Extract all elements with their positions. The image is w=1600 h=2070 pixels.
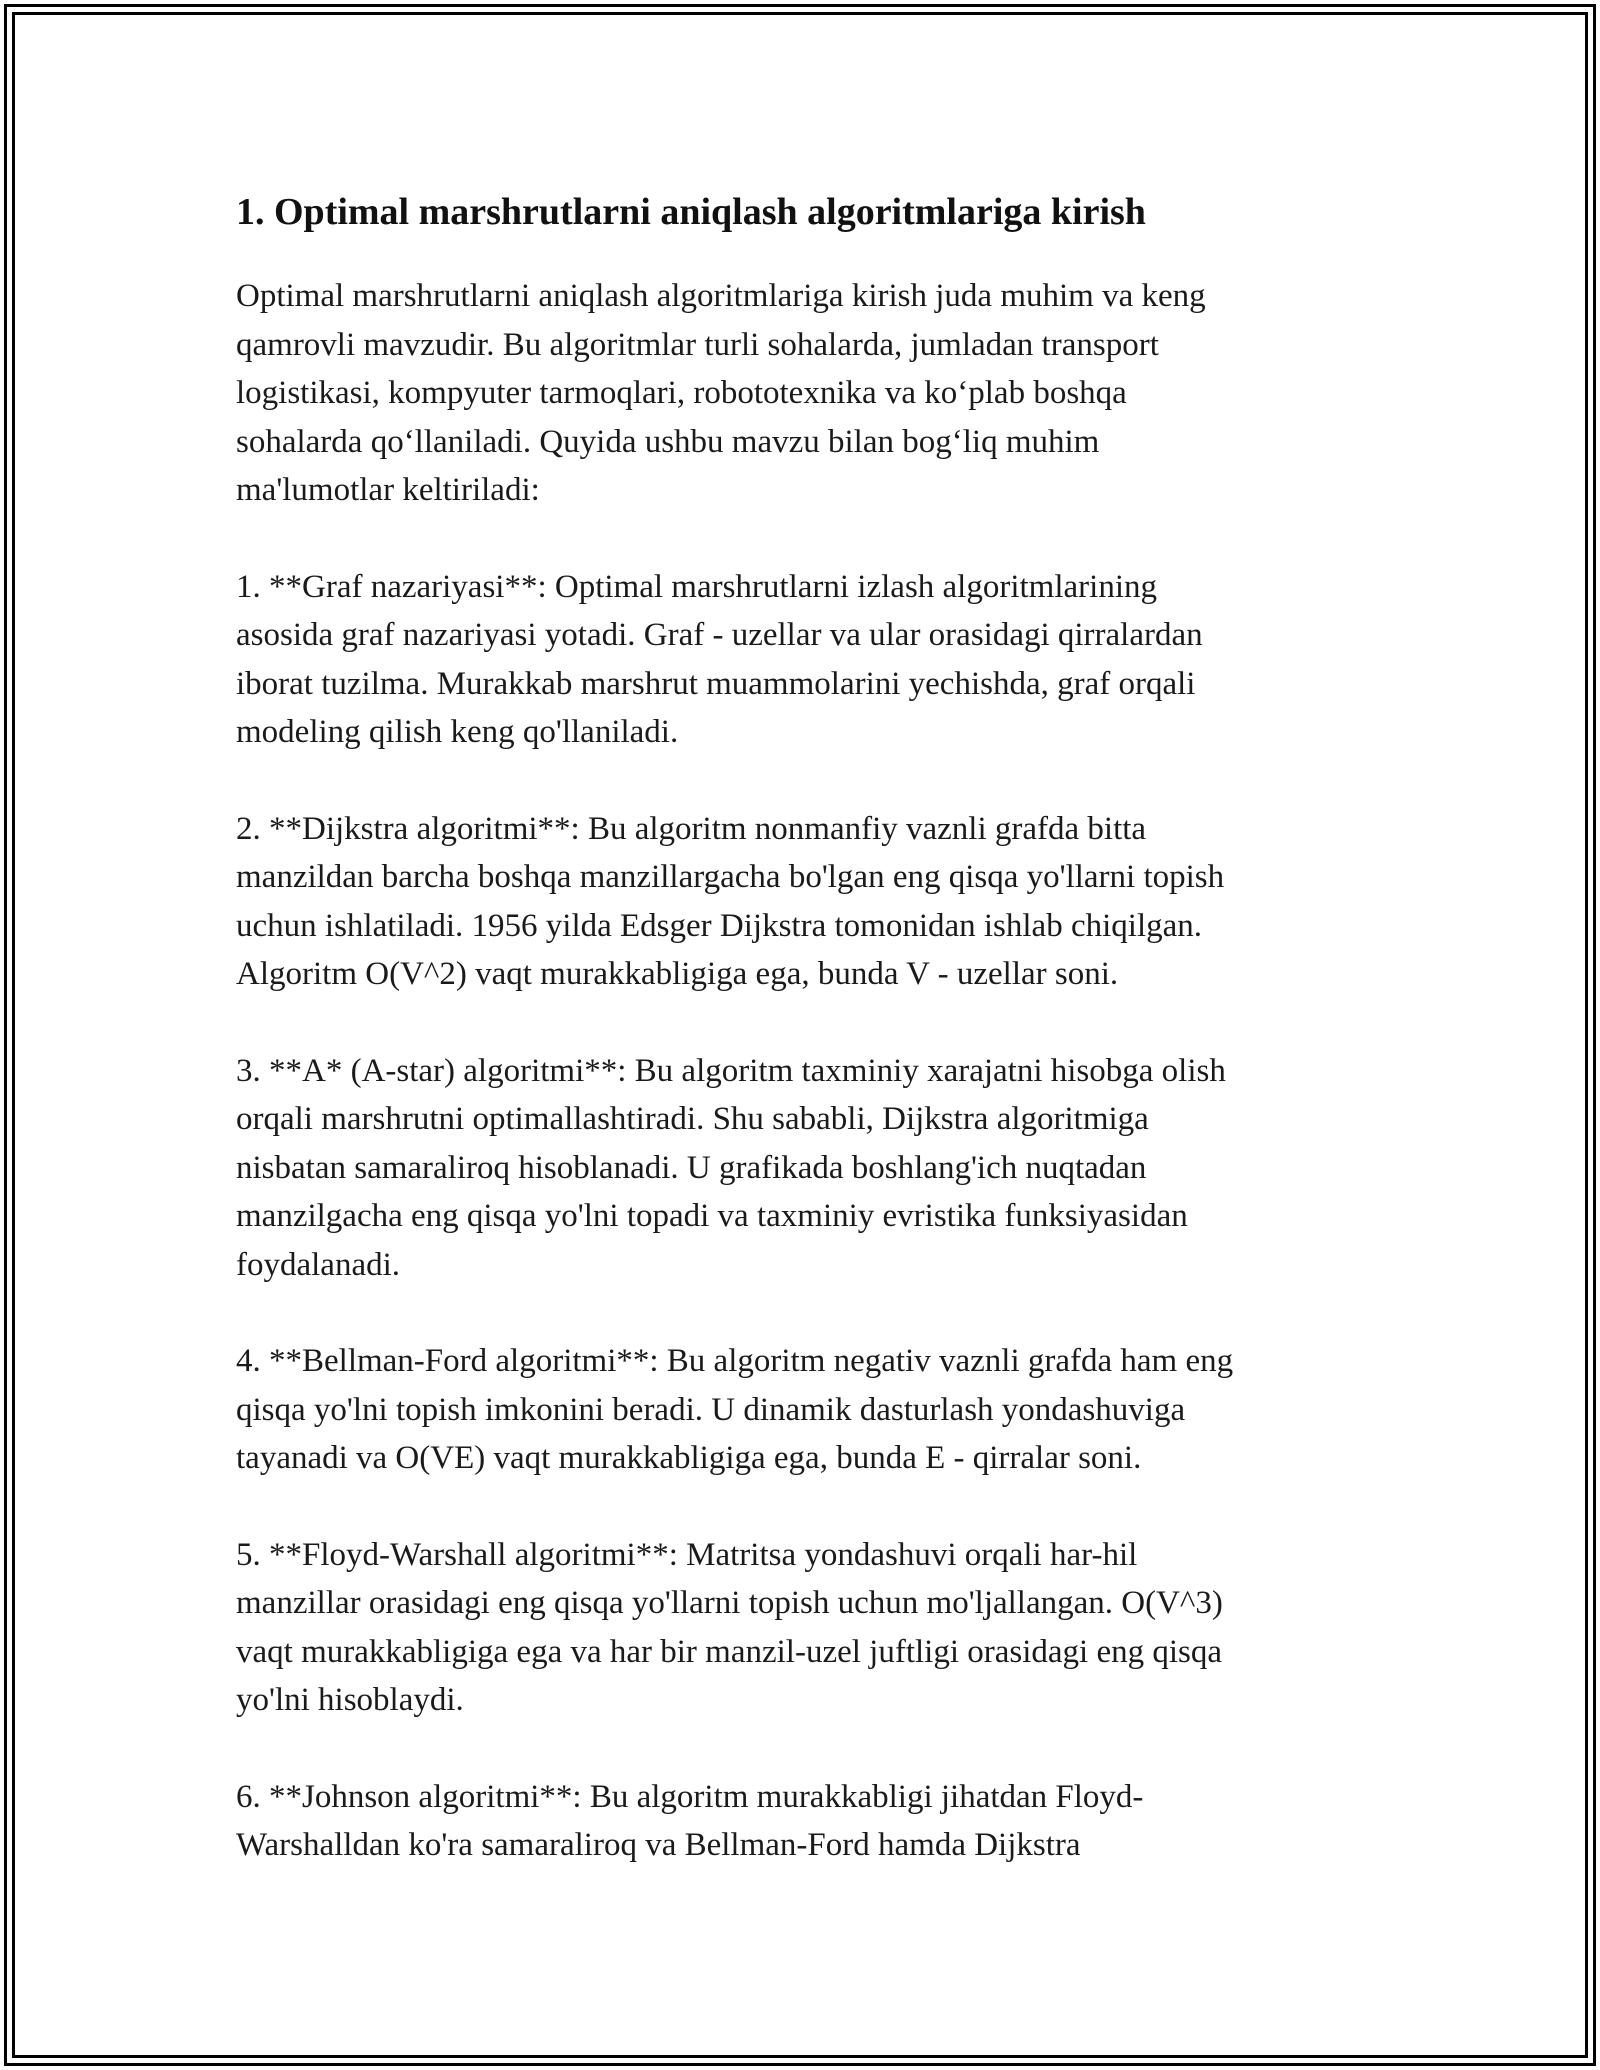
text-line: logistikasi, kompyuter tarmoqlari, robototexnika va ko‘plab boshqa bbox=[236, 375, 1127, 411]
text-line: 5. **Floyd-Warshall algoritmi**: Matritsa yondashuvi orqali har-hil bbox=[236, 1536, 1138, 1573]
text-line: foydalanadi. bbox=[236, 1246, 401, 1283]
text-line: orqali marshrutni optimallashtiradi. Shu sababli, Dijkstra algoritmiga bbox=[236, 1101, 1149, 1137]
text-line: Optimal marshrutlarni aniqlash algoritmlariga kirish juda muhim va keng bbox=[236, 278, 1206, 314]
text-line: 6. **Johnson algoritmi**: Bu algoritm murakkabligi jihatdan Floyd- bbox=[236, 1778, 1144, 1815]
text-line: qisqa yo'lni topish imkonini beradi. U dinamik dasturlash yondashuviga bbox=[236, 1391, 1186, 1428]
text-line: asosida graf nazariyasi yotadi. Graf - uzellar va ular orasidagi qirralardan bbox=[236, 617, 1203, 653]
text-line: 2. **Dijkstra algoritmi**: Bu algoritm nonmanfiy vaznli grafda bitta bbox=[236, 810, 1147, 847]
text-line: 1. **Graf nazariyasi**: Optimal marshrutlarni izlash algoritmlarining bbox=[236, 568, 1157, 605]
text-line: manzildan barcha boshqa manzillargacha bo'lgan eng qisqa yo'llarni topish bbox=[236, 859, 1225, 895]
text-line: manzilgacha eng qisqa yo'lni topadi va taxminiy evristika funksiyasidan bbox=[236, 1198, 1188, 1234]
text-line: 3. **A* (A-star) algoritmi**: Bu algoritm taxminiy xarajatni hisobga olish bbox=[236, 1052, 1226, 1089]
document-body bbox=[236, 186, 1356, 1918]
document-title: 1. Optimal marshrutlarni aniqlash algoritmlariga kirish bbox=[236, 191, 1146, 233]
text-line: sohalarda qo‘llaniladi. Quyida ushbu mavzu bilan bog‘liq muhim bbox=[236, 423, 1100, 460]
text-line: Warshalldan ko'ra samaraliroq va Bellman-Ford hamda Dijkstra bbox=[236, 1827, 1081, 1863]
text-line: ma'lumotlar keltiriladi: bbox=[236, 472, 540, 508]
text-line: uchun ishlatiladi. 1956 yilda Edsger Dijkstra tomonidan ishlab chiqilgan. bbox=[236, 907, 1203, 944]
a-star-paragraph bbox=[236, 1047, 1356, 1290]
text-line: iborat tuzilma. Murakkab marshrut muammolarini yechishda, graf orqali bbox=[236, 665, 1196, 702]
text-line: yo'lni hisoblaydi. bbox=[236, 1682, 464, 1718]
text-line: qamrovli mavzudir. Bu algoritmlar turli sohalarda, jumladan transport bbox=[236, 326, 1159, 363]
graph-theory-paragraph bbox=[236, 563, 1356, 757]
text-line: nisbatan samaraliroq hisoblanadi. U grafikada boshlang'ich nuqtadan bbox=[236, 1149, 1147, 1186]
intro-paragraph bbox=[236, 272, 1356, 515]
floyd-warshall-paragraph bbox=[236, 1531, 1356, 1725]
text-line: vaqt murakkabligiga ega va har bir manzil-uzel juftligi orasidagi eng qisqa bbox=[236, 1633, 1223, 1670]
text-line: manzillar orasidagi eng qisqa yo'llarni topish uchun mo'ljallangan. O(V^3) bbox=[236, 1585, 1223, 1621]
text-line: tayanadi va O(VE) vaqt murakkabligiga ega, bunda E - qirralar soni. bbox=[236, 1440, 1142, 1476]
johnson-paragraph bbox=[236, 1773, 1356, 1870]
dijkstra-paragraph bbox=[236, 805, 1356, 999]
text-line: Algoritm O(V^2) vaqt murakkabligiga ega, bunda V - uzellar soni. bbox=[236, 956, 1119, 992]
bellman-ford-paragraph bbox=[236, 1337, 1356, 1483]
text-line: 4. **Bellman-Ford algoritmi**: Bu algoritm negativ vaznli grafda ham eng bbox=[236, 1343, 1234, 1379]
text-line: modeling qilish keng qo'llaniladi. bbox=[236, 714, 679, 750]
